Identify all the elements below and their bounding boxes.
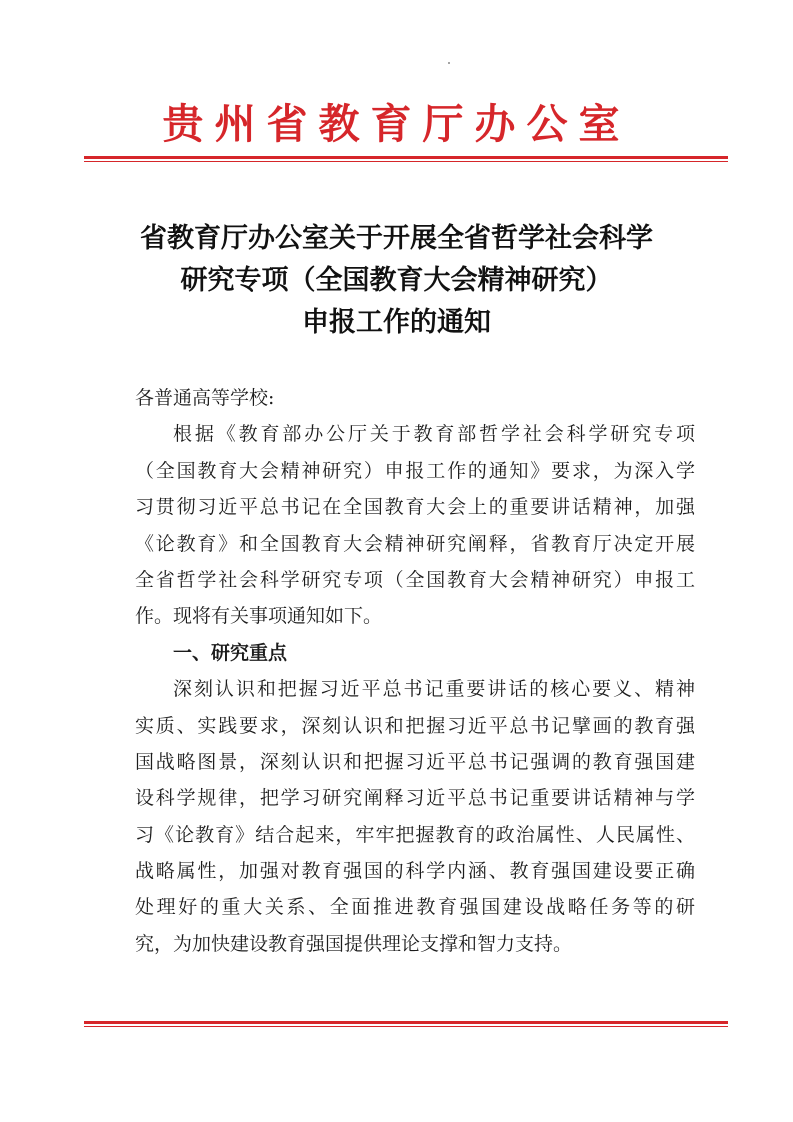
document-body (135, 380, 695, 962)
paragraph-2-line-2: 实质、实践要求，深刻认识和把握习近平总书记擘画的教育强 (135, 714, 695, 737)
paragraph-2-line-6: 战略属性，加强对教育强国的科学内涵、教育强国建设要正确 (135, 860, 695, 883)
paragraph-1-line-3: 习贯彻习近平总书记在全国教育大会上的重要讲话精神，加强 (135, 496, 695, 519)
paragraph-1-line-5: 全省哲学社会科学研究专项（全国教育大会精神研究）申报工 (135, 568, 695, 591)
paragraph-1-line-1: 根据《教育部办公厅关于教育部哲学社会科学研究专项 (173, 423, 695, 446)
paragraph-1-line-2: （全国教育大会精神研究）申报工作的通知》要求，为深入学 (135, 459, 695, 482)
paragraph-2-line-3: 国战略图景，深刻认识和把握习近平总书记强调的教育强国建 (135, 750, 695, 773)
paragraph-2-line-5: 习《论教育》结合起来，牢牢把握教育的政治属性、人民属性、 (135, 823, 695, 846)
paragraph-2-line-1: 深刻认识和把握习近平总书记重要讲话的核心要义、精神 (173, 678, 695, 701)
letterhead-title: 贵州省教育厅办公室 (162, 100, 631, 148)
paragraph-1-line-6: 作。现将有关事项通知如下。 (135, 605, 383, 628)
header-double-rule (84, 156, 728, 162)
salutation: 各普通高等学校: (135, 387, 275, 409)
title-line-2: 研究专项（全国教育大会精神研究） (180, 265, 613, 296)
document-title (0, 218, 793, 344)
title-line-1: 省教育厅办公室关于开展全省哲学社会科学 (140, 223, 653, 254)
paragraph-2-line-7: 处理好的重大关系、全面推进教育强国建设战略任务等的研 (135, 896, 695, 919)
title-line-3: 申报工作的通知 (302, 307, 491, 338)
paragraph-2-line-8: 究，为加快建设教育强国提供理论支撑和智力支持。 (135, 932, 573, 955)
scan-speck (448, 62, 450, 64)
section-heading: 一、研究重点 (173, 641, 288, 664)
paragraph-1-line-4: 《论教育》和全国教育大会精神研究阐释，省教育厅决定开展 (135, 532, 695, 555)
footer-double-rule (84, 1021, 728, 1027)
paragraph-2-line-4: 设科学规律，把学习研究阐释习近平总书记重要讲话精神与学 (135, 787, 695, 810)
